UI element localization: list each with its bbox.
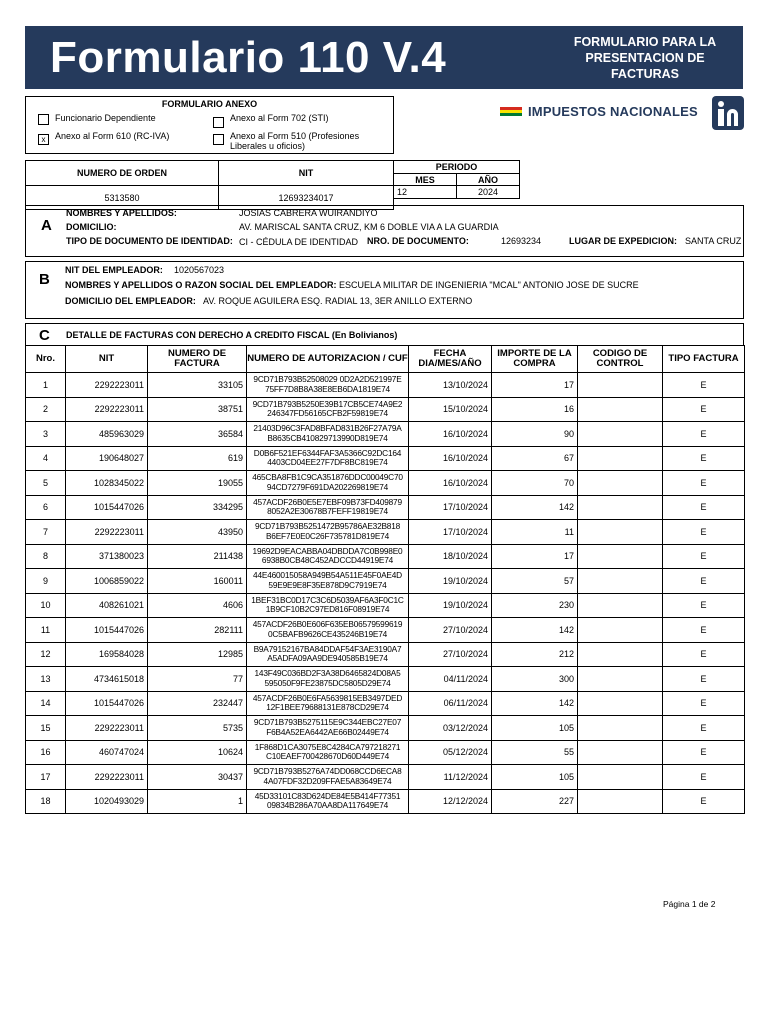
table-row xyxy=(26,422,745,447)
auth-line-1: 465CBA8FB1C9CA351876DDC00049C70 xyxy=(252,472,403,483)
cell-codigo-control xyxy=(578,618,663,643)
cell-autorizacion xyxy=(247,422,409,447)
cell-codigo-control xyxy=(578,495,663,520)
table-row xyxy=(26,740,745,765)
cell-importe: 17 xyxy=(492,373,578,398)
table-row xyxy=(26,495,745,520)
header-ano: AÑO xyxy=(457,174,520,186)
cell-numero-factura: 619 xyxy=(148,446,247,471)
cell-autorizacion xyxy=(247,716,409,741)
cell-importe: 90 xyxy=(492,422,578,447)
cell-autorizacion xyxy=(247,520,409,545)
cell-fecha: 16/10/2024 xyxy=(409,471,492,496)
auth-line-2: F6B4A52EA6442AE66B02449E74 xyxy=(266,726,389,737)
section-a xyxy=(25,205,744,257)
auth-line-2: B6EF7E0E0C26F735781D819E74 xyxy=(265,530,390,541)
cell-numero-factura: 282111 xyxy=(148,618,247,643)
cell-importe: 105 xyxy=(492,765,578,790)
table-row xyxy=(26,789,745,814)
auth-line-2: 4A07FDF32D209FFAE5A83649E74 xyxy=(263,775,392,786)
logo-text: IMPUESTOS NACIONALES xyxy=(528,104,698,119)
auth-line-1: 45D33101C83D624DE84E5B414F77351 xyxy=(254,790,401,801)
cell-autorizacion xyxy=(247,593,409,618)
auth-line-1: 21403D96C3FAD8BFAD831B26F27A79A xyxy=(253,423,402,434)
cell-codigo-control xyxy=(578,520,663,545)
cell-numero-factura: 30437 xyxy=(148,765,247,790)
cell-autorizacion xyxy=(247,667,409,692)
label-nro-documento: NRO. DE DOCUMENTO: xyxy=(367,236,469,246)
label-domicilio: DOMICILIO: xyxy=(66,222,117,232)
option-label: Funcionario Dependiente xyxy=(55,113,156,123)
cell-codigo-control xyxy=(578,593,663,618)
table-row xyxy=(26,520,745,545)
cell-nit: 1015447026 xyxy=(66,495,148,520)
cell-codigo-control xyxy=(578,667,663,692)
section-c-title: DETALLE DE FACTURAS CON DERECHO A CREDITO FISCAL (En Bolivianos) xyxy=(66,330,398,340)
auth-line-2: 12F1BEE79688131E878CD29E74 xyxy=(266,702,389,713)
cell-tipo-factura: E xyxy=(663,642,745,667)
cell-autorizacion xyxy=(247,740,409,765)
option-form-610[interactable] xyxy=(38,131,169,145)
header-mes: MES xyxy=(394,174,457,186)
cell-nro: 6 xyxy=(26,495,66,520)
table-row xyxy=(26,544,745,569)
auth-line-1: 1F868D1CA3075E8C4284CA797218271 xyxy=(254,741,401,752)
option-form-702[interactable] xyxy=(213,113,329,128)
cell-numero-factura: 1 xyxy=(148,789,247,814)
impuestos-nacionales-logo xyxy=(500,96,744,130)
cell-nit: 2292223011 xyxy=(66,373,148,398)
option-label: Anexo al Form 702 (STI) xyxy=(230,113,329,123)
table-header-row xyxy=(26,346,745,373)
col-header-codigo-control: CODIGO DE CONTROL xyxy=(578,346,663,373)
cell-fecha: 15/10/2024 xyxy=(409,397,492,422)
col-header-numero-factura: NUMERO DE FACTURA xyxy=(148,346,247,373)
col-header-importe: IMPORTE DE LA COMPRA xyxy=(492,346,578,373)
section-b xyxy=(25,261,744,319)
cell-autorizacion xyxy=(247,765,409,790)
auth-line-2: 1B9CF10B2C97ED816F08919E74 xyxy=(265,604,390,615)
table-row xyxy=(26,716,745,741)
label-nit-empleador: NIT DEL EMPLEADOR: xyxy=(65,265,163,275)
cell-nit: 1028345022 xyxy=(66,471,148,496)
cell-codigo-control xyxy=(578,765,663,790)
nombres-value: JOSIAS CABRERA WUIRANDIYO xyxy=(239,208,378,218)
cell-tipo-factura: E xyxy=(663,495,745,520)
option-form-510[interactable] xyxy=(213,131,363,151)
cell-nit: 2292223011 xyxy=(66,716,148,741)
cell-fecha: 27/10/2024 xyxy=(409,618,492,643)
cell-importe: 67 xyxy=(492,446,578,471)
form-subtitle: FORMULARIO PARA LA PRESENTACION DE FACTURAS xyxy=(573,35,717,81)
nit-value: 12693234017 xyxy=(219,186,394,210)
section-c-letter: C xyxy=(39,327,50,344)
checkbox[interactable] xyxy=(213,134,224,145)
cell-fecha: 06/11/2024 xyxy=(409,691,492,716)
table-row xyxy=(26,397,745,422)
form-header xyxy=(25,26,743,89)
col-header-nro: Nro. xyxy=(26,346,66,373)
cell-tipo-factura: E xyxy=(663,544,745,569)
cell-nro: 18 xyxy=(26,789,66,814)
cell-fecha: 16/10/2024 xyxy=(409,446,492,471)
cell-fecha: 11/12/2024 xyxy=(409,765,492,790)
auth-line-2: 4403CD04EE27F7DF8BC819E74 xyxy=(267,457,388,468)
razon-social-value: ESCUELA MILITAR DE INGENIERIA "MCAL" ANTONIO JOSE DE SUCRE xyxy=(339,280,639,290)
auth-line-2: 246347FD56165CFB2F59819E74 xyxy=(267,408,388,419)
cell-importe: 142 xyxy=(492,691,578,716)
facturas-table xyxy=(25,345,745,814)
section-b-letter: B xyxy=(39,271,50,288)
cell-nit: 460747024 xyxy=(66,740,148,765)
cell-tipo-factura: E xyxy=(663,740,745,765)
formulario-anexo-box xyxy=(25,96,394,154)
cell-tipo-factura: E xyxy=(663,593,745,618)
cell-nit: 1020493029 xyxy=(66,789,148,814)
cell-numero-factura: 160011 xyxy=(148,569,247,594)
cell-importe: 300 xyxy=(492,667,578,692)
auth-line-2: A5ADFA09AA9DE940585B19E74 xyxy=(267,653,388,664)
cell-nro: 4 xyxy=(26,446,66,471)
cell-tipo-factura: E xyxy=(663,471,745,496)
cell-codigo-control xyxy=(578,373,663,398)
ano-value: 2024 xyxy=(457,186,520,199)
cell-importe: 70 xyxy=(492,471,578,496)
cell-autorizacion xyxy=(247,373,409,398)
cell-importe: 11 xyxy=(492,520,578,545)
cell-fecha: 17/10/2024 xyxy=(409,495,492,520)
auth-line-1: 9CD71B793B5251472B95786AE32B818 xyxy=(254,521,401,532)
cell-tipo-factura: E xyxy=(663,397,745,422)
section-a-letter: A xyxy=(41,217,52,234)
cell-nro: 3 xyxy=(26,422,66,447)
table-row xyxy=(26,765,745,790)
cell-codigo-control xyxy=(578,569,663,594)
cell-numero-factura: 43950 xyxy=(148,520,247,545)
cell-numero-factura: 12985 xyxy=(148,642,247,667)
cell-fecha: 19/10/2024 xyxy=(409,593,492,618)
cell-tipo-factura: E xyxy=(663,422,745,447)
cell-nro: 7 xyxy=(26,520,66,545)
cell-importe: 105 xyxy=(492,716,578,741)
table-row xyxy=(26,691,745,716)
col-header-fecha: FECHA DIA/MES/AÑO xyxy=(409,346,492,373)
cell-autorizacion xyxy=(247,397,409,422)
table-row xyxy=(26,471,745,496)
cell-importe: 142 xyxy=(492,618,578,643)
cell-codigo-control xyxy=(578,642,663,667)
header-periodo: PERIODO xyxy=(394,161,520,174)
cell-autorizacion xyxy=(247,642,409,667)
orden-table xyxy=(25,160,520,210)
label-tipo-documento: TIPO DE DOCUMENTO DE IDENTIDAD: xyxy=(66,236,233,246)
auth-line-1: 19692D9EACABBA04DBDDA7C0B998E0 xyxy=(252,545,403,556)
cell-importe: 227 xyxy=(492,789,578,814)
auth-line-2: 595050F9FE23875DC5805D29E74 xyxy=(264,677,391,688)
auth-line-1: D0B6F521EF6344FAF3A5366C92DC164 xyxy=(253,447,402,458)
cell-codigo-control xyxy=(578,471,663,496)
col-header-nit: NIT xyxy=(66,346,148,373)
table-row xyxy=(26,667,745,692)
tipo-documento-value: CI - CÉDULA DE IDENTIDAD xyxy=(239,237,359,247)
lugar-expedicion-value: SANTA CRUZ xyxy=(685,236,742,246)
cell-fecha: 05/12/2024 xyxy=(409,740,492,765)
section-c-title-bar xyxy=(25,323,744,345)
cell-nit: 408261021 xyxy=(66,593,148,618)
cell-nit: 371380023 xyxy=(66,544,148,569)
option-label: Anexo al Form 510 (Profesiones Liberales u oficios) xyxy=(230,131,360,151)
auth-line-1: 457ACDF26B0E6FA5639815EB3497DED xyxy=(252,692,403,703)
nit-empleador-value: 1020567023 xyxy=(174,265,225,275)
cell-numero-factura: 211438 xyxy=(148,544,247,569)
cell-numero-factura: 10624 xyxy=(148,740,247,765)
nro-documento-value: 12693234 xyxy=(501,236,542,246)
cell-autorizacion xyxy=(247,495,409,520)
cell-nit: 2292223011 xyxy=(66,765,148,790)
cell-codigo-control xyxy=(578,446,663,471)
cell-numero-factura: 77 xyxy=(148,667,247,692)
cell-nro: 5 xyxy=(26,471,66,496)
cell-nit: 2292223011 xyxy=(66,397,148,422)
auth-line-2: 0C5BAFB9626CE435246B19E74 xyxy=(267,628,388,639)
cell-nro: 2 xyxy=(26,397,66,422)
auth-line-1: 9CD71B793B5275115E9C344EBC27E07 xyxy=(253,717,402,728)
auth-line-2: 6938B0CB48C452ADCCD44919E74 xyxy=(261,555,394,566)
cell-nit: 4734615018 xyxy=(66,667,148,692)
label-razon-social: NOMBRES Y APELLIDOS O RAZON SOCIAL DEL EMPLEADOR: xyxy=(65,280,337,290)
auth-line-2: B8635CB410829713990D819E74 xyxy=(267,432,388,443)
cell-nro: 12 xyxy=(26,642,66,667)
option-funcionario-dependiente[interactable] xyxy=(38,113,156,125)
table-row xyxy=(26,593,745,618)
cell-tipo-factura: E xyxy=(663,765,745,790)
cell-nit: 2292223011 xyxy=(66,520,148,545)
cell-nit: 1006859022 xyxy=(66,569,148,594)
cell-fecha: 16/10/2024 xyxy=(409,422,492,447)
cell-autorizacion xyxy=(247,569,409,594)
auth-line-1: 9CD71B793B5276A74DD068CCD6ECA8 xyxy=(253,766,402,777)
domicilio-empleador-value: AV. ROQUE AGUILERA ESQ. RADIAL 13, 3ER ANILLO EXTERNO xyxy=(203,296,473,306)
auth-line-1: 1BEF31BC0D17C3C6D5039AF6A3F0C1C xyxy=(251,594,404,605)
form-title: Formulario 110 V.4 xyxy=(50,33,447,82)
option-label: Anexo al Form 610 (RC-IVA) xyxy=(55,131,170,141)
cell-autorizacion xyxy=(247,471,409,496)
auth-line-2: 8052A2E30678B7FEFF19819E74 xyxy=(267,506,388,517)
cell-codigo-control xyxy=(578,740,663,765)
cell-importe: 57 xyxy=(492,569,578,594)
cell-nro: 10 xyxy=(26,593,66,618)
impuestos-mark-icon xyxy=(712,96,744,130)
auth-line-2: 09834B286A70AA8DA117649E74 xyxy=(266,800,389,811)
table-row xyxy=(26,569,745,594)
cell-nro: 1 xyxy=(26,373,66,398)
cell-codigo-control xyxy=(578,397,663,422)
col-header-autorizacion: NUMERO DE AUTORIZACION / CUF xyxy=(247,346,409,373)
page-number: Página 1 de 2 xyxy=(663,899,716,909)
cell-nro: 14 xyxy=(26,691,66,716)
cell-numero-factura: 33105 xyxy=(148,373,247,398)
cell-importe: 212 xyxy=(492,642,578,667)
checkbox[interactable]: x xyxy=(38,134,49,145)
cell-codigo-control xyxy=(578,716,663,741)
cell-nro: 8 xyxy=(26,544,66,569)
cell-fecha: 04/11/2024 xyxy=(409,667,492,692)
cell-autorizacion xyxy=(247,446,409,471)
cell-importe: 142 xyxy=(492,495,578,520)
cell-nro: 11 xyxy=(26,618,66,643)
table-row xyxy=(26,642,745,667)
cell-nit: 485963029 xyxy=(66,422,148,447)
cell-codigo-control xyxy=(578,422,663,447)
checkbox[interactable] xyxy=(213,117,224,128)
auth-line-1: 457ACDF26B0E606F635EB06579599619 xyxy=(252,619,403,630)
label-lugar-expedicion: LUGAR DE EXPEDICION: xyxy=(569,236,678,246)
numero-orden-value: 5313580 xyxy=(26,186,219,210)
cell-nro: 9 xyxy=(26,569,66,594)
cell-fecha: 27/10/2024 xyxy=(409,642,492,667)
cell-nit: 1015447026 xyxy=(66,618,148,643)
cell-importe: 55 xyxy=(492,740,578,765)
col-header-tipo-factura: TIPO FACTURA xyxy=(663,346,745,373)
auth-line-2: 94CD7279F691DA202269819E74 xyxy=(266,481,389,492)
cell-fecha: 03/12/2024 xyxy=(409,716,492,741)
cell-tipo-factura: E xyxy=(663,373,745,398)
cell-fecha: 12/12/2024 xyxy=(409,789,492,814)
header-nit: NIT xyxy=(219,161,394,186)
cell-fecha: 13/10/2024 xyxy=(409,373,492,398)
auth-line-1: B9A79152167BA84DDAF54F3AE3190A7 xyxy=(253,643,402,654)
cell-fecha: 17/10/2024 xyxy=(409,520,492,545)
cell-importe: 17 xyxy=(492,544,578,569)
cell-numero-factura: 334295 xyxy=(148,495,247,520)
cell-numero-factura: 232447 xyxy=(148,691,247,716)
cell-tipo-factura: E xyxy=(663,520,745,545)
cell-codigo-control xyxy=(578,789,663,814)
table-row xyxy=(26,446,745,471)
cell-autorizacion xyxy=(247,789,409,814)
cell-numero-factura: 5735 xyxy=(148,716,247,741)
label-nombres: NOMBRES Y APELLIDOS: xyxy=(66,208,177,218)
cell-numero-factura: 36584 xyxy=(148,422,247,447)
cell-tipo-factura: E xyxy=(663,716,745,741)
cell-nro: 17 xyxy=(26,765,66,790)
cell-numero-factura: 38751 xyxy=(148,397,247,422)
bolivia-flag-icon xyxy=(500,107,522,116)
auth-line-1: 143F49C036BD2F3A38D6465824D08A5 xyxy=(254,668,401,679)
auth-line-1: 9CD71B793B52508029 0D2A2D521997E xyxy=(253,374,402,385)
cell-tipo-factura: E xyxy=(663,667,745,692)
header-numero-orden: NUMERO DE ORDEN xyxy=(26,161,219,186)
cell-nit: 169584028 xyxy=(66,642,148,667)
label-domicilio-empleador: DOMICILIO DEL EMPLEADOR: xyxy=(65,296,196,306)
cell-fecha: 19/10/2024 xyxy=(409,569,492,594)
auth-line-2: C10EAEF700428670D60D449E74 xyxy=(265,751,390,762)
cell-autorizacion xyxy=(247,691,409,716)
auth-line-1: 44E460015058A949B54A511E45F0AE4D xyxy=(253,570,402,581)
cell-importe: 230 xyxy=(492,593,578,618)
checkbox[interactable] xyxy=(38,114,49,125)
cell-tipo-factura: E xyxy=(663,691,745,716)
auth-line-2: 75FF7D8B8A38E8EB6DA1819E74 xyxy=(265,383,390,394)
cell-tipo-factura: E xyxy=(663,789,745,814)
auth-line-2: 59E9E9E8F35E878D9C7919E74 xyxy=(268,579,387,590)
cell-nit: 190648027 xyxy=(66,446,148,471)
auth-line-1: 9CD71B793B5250E39B17CB5CE74A9E2 xyxy=(252,398,403,409)
cell-numero-factura: 19055 xyxy=(148,471,247,496)
cell-fecha: 18/10/2024 xyxy=(409,544,492,569)
cell-codigo-control xyxy=(578,691,663,716)
cell-importe: 16 xyxy=(492,397,578,422)
cell-numero-factura: 4606 xyxy=(148,593,247,618)
table-row xyxy=(26,373,745,398)
auth-line-1: 457ACDF26B0E5E7EBF09B73FD409879 xyxy=(253,496,402,507)
table-row xyxy=(26,618,745,643)
cell-autorizacion xyxy=(247,618,409,643)
cell-codigo-control xyxy=(578,544,663,569)
cell-nro: 13 xyxy=(26,667,66,692)
cell-nro: 15 xyxy=(26,716,66,741)
cell-tipo-factura: E xyxy=(663,446,745,471)
mes-value: 12 xyxy=(394,186,457,199)
cell-autorizacion xyxy=(247,544,409,569)
domicilio-value: AV. MARISCAL SANTA CRUZ, KM 6 DOBLE VIA A LA GUARDIA xyxy=(239,222,499,232)
anexo-title: FORMULARIO ANEXO xyxy=(161,99,258,109)
cell-nit: 1015447026 xyxy=(66,691,148,716)
cell-tipo-factura: E xyxy=(663,618,745,643)
cell-nro: 16 xyxy=(26,740,66,765)
cell-tipo-factura: E xyxy=(663,569,745,594)
